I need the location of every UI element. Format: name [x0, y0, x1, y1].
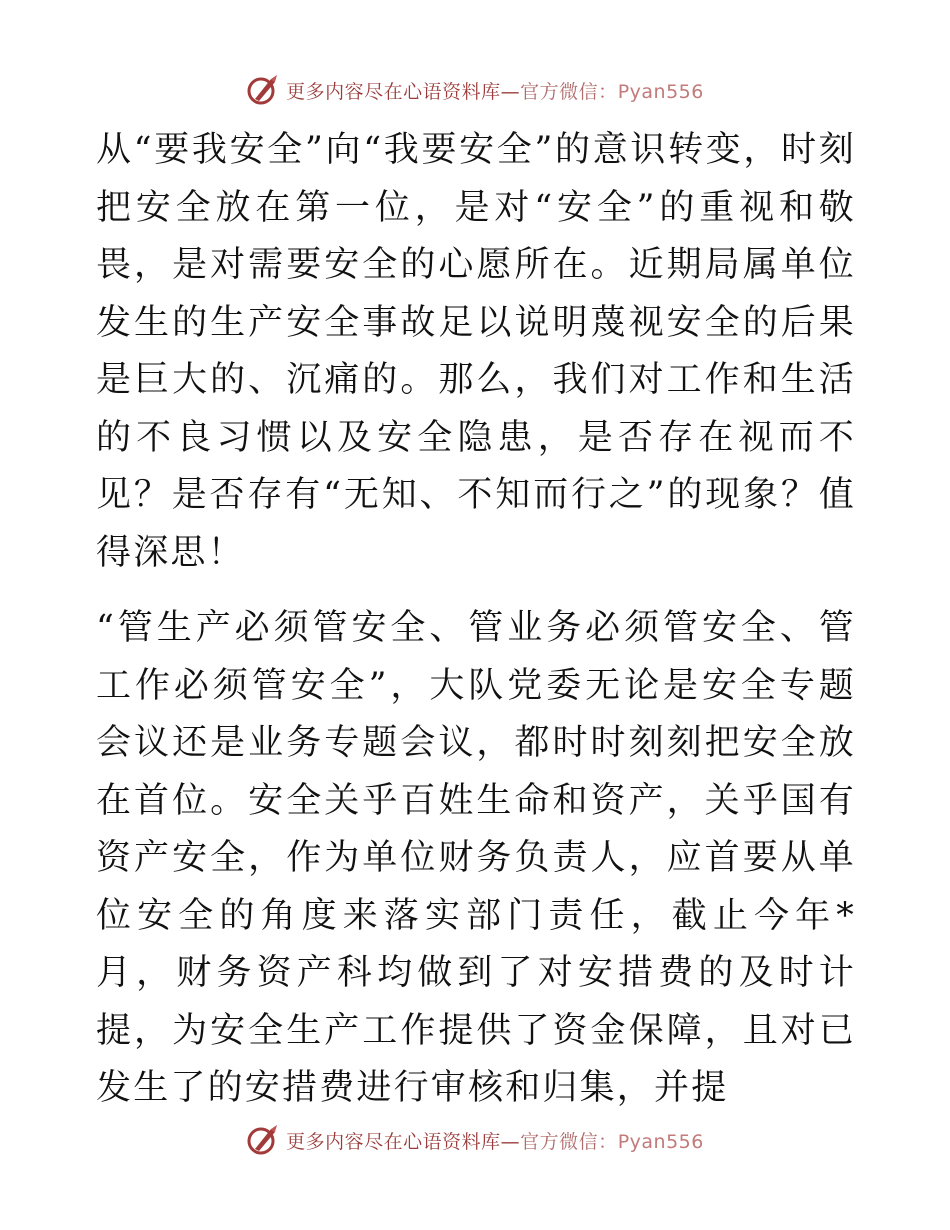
watermark-wechat-id: Pyan556: [617, 1130, 704, 1153]
watermark-label: 官方微信：: [520, 1130, 618, 1153]
watermark-label: 官方微信：: [520, 80, 618, 103]
document-body: [96, 122, 856, 1118]
paragraph-2: “管生产必须管安全、管业务必须管安全、管工作必须管安全”，大队党委无论是安全专题会议还是业务专题会议，都时时刻刻把安全放在首位。安全关乎百姓生命和资产，关乎国有资产安全，作为单位财务负责人，应首要从单位安全的角度来落实部门责任，截止今年*月，财务资产科均做到了对安措费的及时计提，为安全生产工作提供了资金保障，且对已发生了的安措费进行审核和归集，并提: [96, 608, 856, 1108]
watermark-separator: —: [500, 1130, 521, 1153]
quill-pen-circle-icon: [246, 1123, 280, 1157]
footer-watermark: [0, 1120, 950, 1160]
watermark-main: 更多内容尽在心语资料库: [286, 80, 501, 103]
watermark-text: [286, 77, 704, 104]
paragraph-1: 从“要我安全”向“我要安全”的意识转变，时刻把安全放在第一位，是对“安全”的重视和敬畏，是对需要安全的心愿所在。近期局属单位发生的生产安全事故足以说明蔑视安全的后果是巨大的、沉痛的。那么，我们对工作和生活的不良习惯以及安全隐患，是否存在视而不见？是否存有“无知、不知而行之”的现象？值得深思！: [96, 130, 856, 573]
header-watermark: [0, 70, 950, 110]
watermark-separator: —: [500, 80, 521, 103]
watermark-main: 更多内容尽在心语资料库: [286, 1130, 501, 1153]
watermark-text: [286, 1127, 704, 1154]
quill-pen-circle-icon: [246, 73, 280, 107]
watermark-wechat-id: Pyan556: [617, 80, 704, 103]
